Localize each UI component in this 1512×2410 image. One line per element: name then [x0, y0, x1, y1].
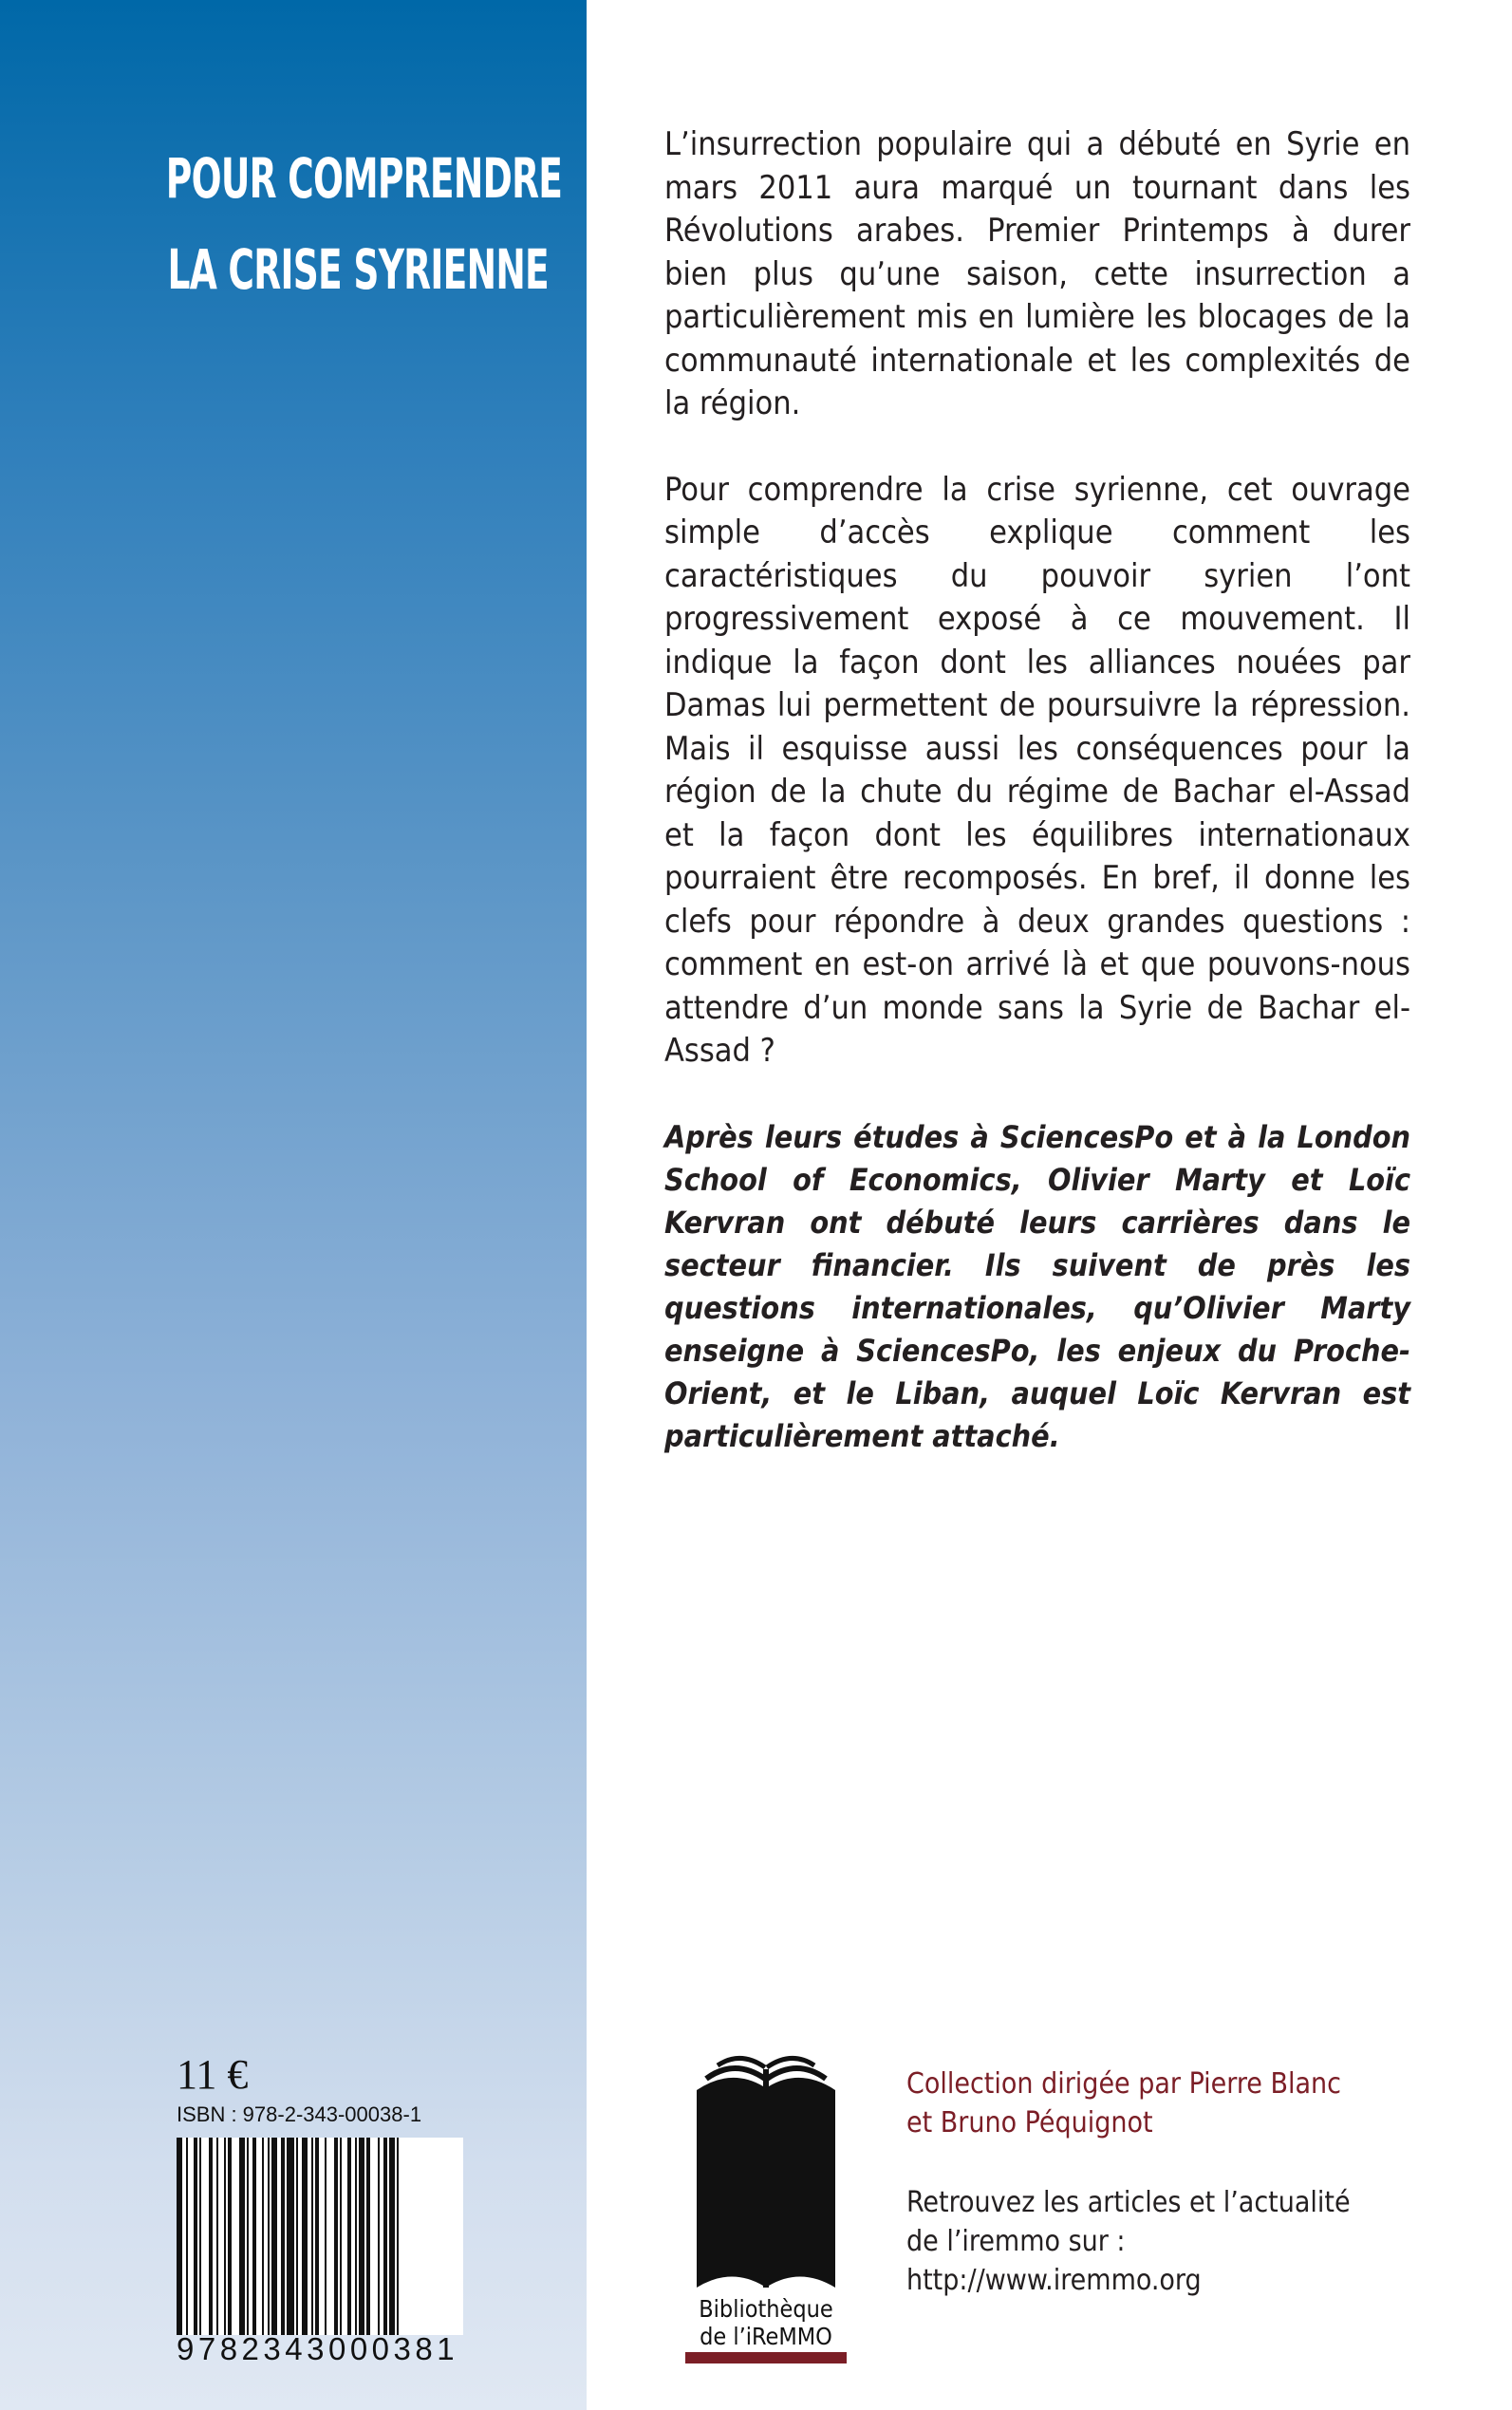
logo-label	[685, 2295, 847, 2350]
open-book-icon	[685, 2050, 847, 2295]
summary-paragraph-2: Pour comprendre la crise syrienne, cet ouvrage simple d’accès explique comment les caractéristiques du pouvoir syrien l’ont progressivement exposé à ce mouvement. Il indique la façon dont les alliances nouées par Damas lui permettent de poursuivre la répression. Mais il esquisse aussi les conséquences pour la région de la chute du régime de Bachar el-Assad et la façon dont les équilibres internationaux pourraient être recomposés. En bref, il donne les clefs pour répondre à deux grandes questions : comment en est-on arrivé là et que pouvons-nous attendre d’un monde sans la Syrie de Bachar el-Assad ?	[664, 470, 1410, 1070]
book-title-line-1: POUR COMPRENDRE	[165, 146, 563, 211]
collection-credit-line-1: Collection dirigée par Pierre Blanc	[906, 2067, 1341, 2101]
logo-label-line-2: de l’iReMMO	[700, 2323, 832, 2350]
collection-credit-line-2: et Bruno Péquignot	[906, 2106, 1153, 2139]
author-bio: Après leurs études à SciencesPo et à la London School of Economics, Olivier Marty et Loïc Kervran ont débuté leurs carrières dans le secteur financier. Ils suivent de près les questions internationales, qu’Olivier Marty enseigne à SciencesPo, les enjeux du Proche-Orient, et le Liban, auquel Loïc Kervran est particulièrement attaché.	[664, 1118, 1410, 1454]
price: 11 €	[177, 2051, 249, 2098]
logo-label-line-1: Bibliothèque	[699, 2295, 833, 2323]
book-title	[17, 133, 563, 315]
book-title-line-2: LA CRISE SYRIENNE	[167, 237, 549, 302]
collection-credit	[906, 2064, 1438, 2142]
summary-paragraph-1: L’insurrection populaire qui a débuté en Syrie en mars 2011 aura marqué un tournant dans les Révolutions arabes. Premier Printemps à durer bien plus qu’une saison, cette insurrection a particulièrement mis en lumière les blocages de la communauté internationale et les complexités de la région.	[664, 125, 1410, 422]
website-notice	[906, 2183, 1438, 2300]
website-url: http://www.iremmo.org	[906, 2264, 1202, 2297]
blue-gradient-sidebar	[0, 0, 587, 2410]
isbn: ISBN : 978-2-343-00038-1	[177, 2102, 422, 2126]
back-cover-text	[664, 123, 1410, 1458]
website-notice-line-1: Retrouvez les articles et l’actualité	[906, 2186, 1351, 2219]
barcode	[177, 2138, 463, 2335]
logo-underline	[685, 2352, 847, 2363]
website-notice-line-2: de l’iremmo sur :	[906, 2225, 1126, 2258]
barcode-digits: 9782343000381	[177, 2331, 459, 2366]
